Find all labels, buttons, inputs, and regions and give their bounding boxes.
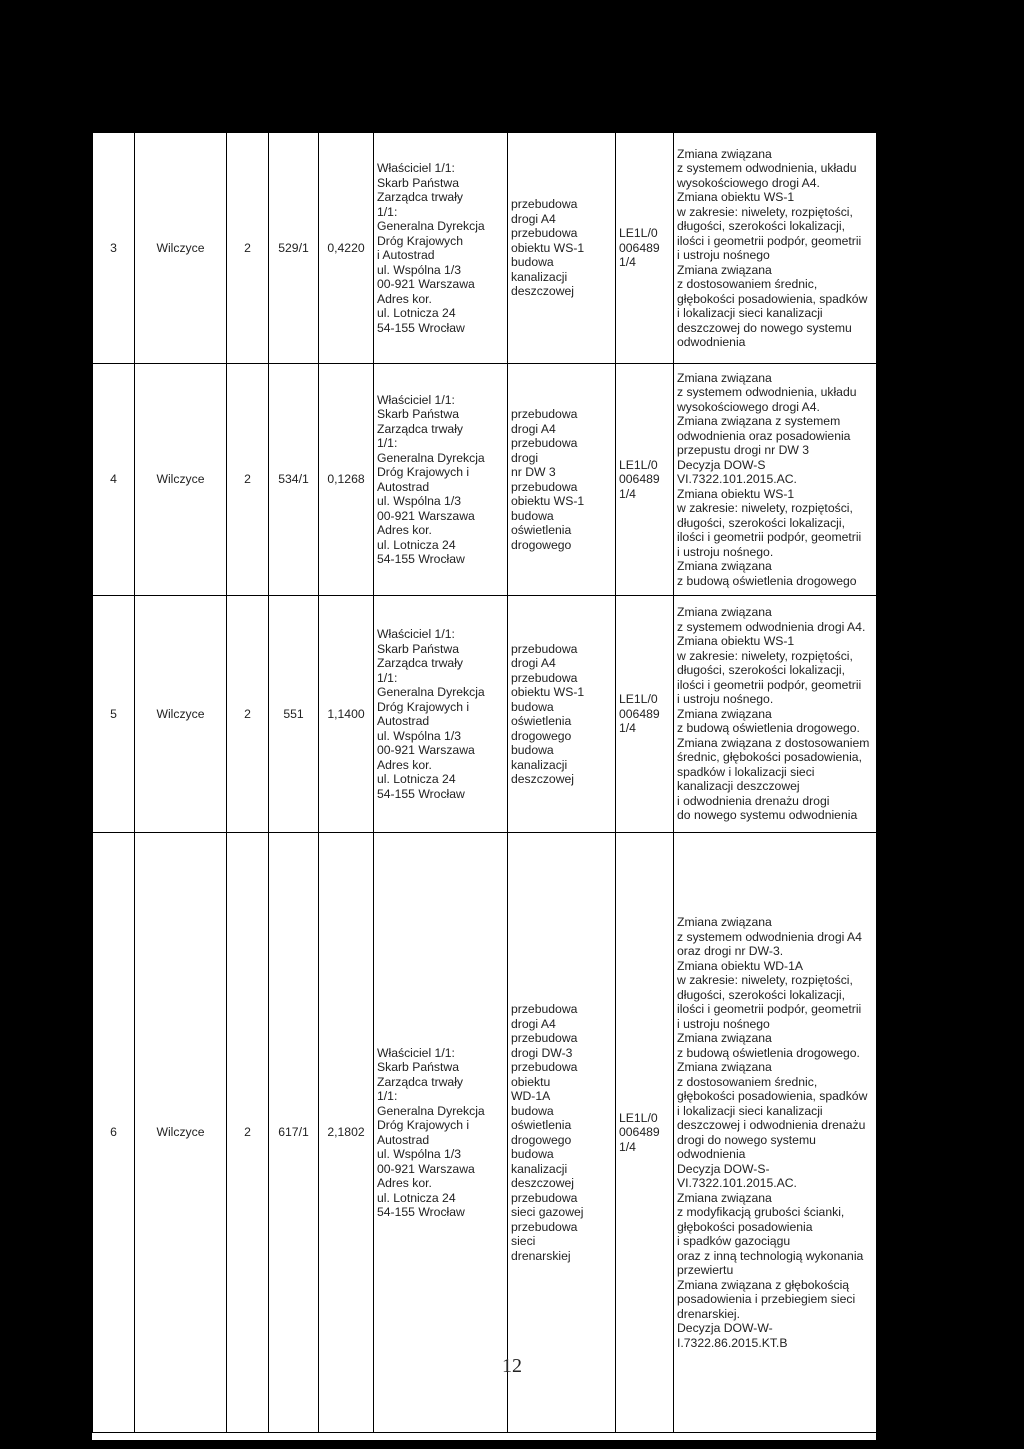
change-line: i lokalizacji sieci kanalizacji (677, 1103, 823, 1118)
change-line: przepustu drogi nr DW 3 (677, 443, 810, 458)
change-line: deszczowej i odwodnienia drenażu (677, 1118, 866, 1132)
change-line: Decyzja DOW-W- (677, 1321, 773, 1335)
change-line: Zmiana związana (677, 915, 772, 929)
change-line: długości, szerokości lokalizacji, (677, 219, 845, 233)
change-line: do nowego systemu odwodnienia (677, 808, 858, 823)
page-number: 12 (502, 1355, 522, 1377)
change-line: Zmiana obiektu WS-1 (677, 634, 795, 649)
change-line: i ustroju nośnego. (677, 692, 774, 707)
change-line: odwodnienia (677, 1147, 746, 1161)
change-line: w zakresie: niwelety, rozpiętości, (677, 648, 853, 663)
change-line: VI.7322.101.2015.AC. (677, 472, 797, 487)
change-line: kanalizacji deszczowej (677, 779, 800, 794)
plot-area: 2,1802 (319, 833, 374, 1433)
table-row (93, 596, 877, 833)
works-scope: przebudowa drogi A4 przebudowa obiektu WS-1 budowa kanalizacji deszczowej (508, 133, 616, 364)
change-line: Zmiana związana (677, 146, 772, 161)
change-description (674, 364, 877, 596)
change-line: VI.7322.101.2015.AC. (677, 1176, 797, 1190)
change-line: Zmiana związana z głębokością (677, 1277, 850, 1292)
change-line: Zmiana związana z dostosowaniem (677, 735, 870, 750)
change-line: z budową oświetlenia drogowego. (677, 721, 860, 736)
change-line: spadków i lokalizacji sieci (677, 764, 815, 779)
change-line: z budową oświetlenia drogowego. (677, 1045, 860, 1060)
change-line: drenarskiej. (677, 1306, 740, 1321)
parcel-table (92, 132, 877, 1433)
change-line: Zmiana związana (677, 262, 772, 277)
plot-area: 0,1268 (319, 364, 374, 596)
change-line: Zmiana związana (677, 706, 772, 721)
change-line: głębokości posadowienia, spadków (677, 291, 868, 306)
change-line: Zmiana związana (677, 1190, 772, 1205)
locality: Wilczyce (135, 133, 227, 364)
change-line: drogi do nowego systemu (677, 1132, 816, 1147)
change-line: Zmiana związana (677, 605, 772, 620)
change-line: Zmiana związana (677, 559, 772, 574)
change-line: głębokości posadowienia (677, 1219, 813, 1234)
change-line: deszczowej do nowego systemu (677, 320, 852, 335)
change-line: Zmiana obiektu WD-1A (677, 958, 803, 973)
row-number: 3 (93, 133, 135, 364)
change-description (674, 833, 877, 1433)
map-sheet-number: 2 (227, 133, 269, 364)
change-line: długości, szerokości lokalizacji, (677, 987, 845, 1002)
change-line: odwodnienia oraz posadowienia (677, 428, 851, 443)
locality: Wilczyce (135, 833, 227, 1433)
change-line: z systemem odwodnienia drogi A4. (677, 619, 866, 634)
change-line: Decyzja DOW-S (677, 457, 766, 472)
change-line: Zmiana związana z systemem (677, 414, 841, 429)
change-line: z systemem odwodnienia drogi A4 (677, 929, 862, 944)
works-scope: przebudowa drogi A4 przebudowa obiektu WS-1 budowa oświetlenia drogowego budowa kanalizacji deszczowej (508, 596, 616, 833)
change-line: Zmiana związana (677, 1031, 772, 1045)
change-line: z systemem odwodnienia, układu (677, 161, 857, 175)
plot-area: 1,1400 (319, 596, 374, 833)
change-line: i ustroju nośnego. (677, 544, 774, 559)
works-scope: przebudowa drogi A4 przebudowa drogi DW-3 przebudowa obiektu WD-1A budowa oświetlenia drogowego budowa kanalizacji deszczowej przebudowa sieci gazowej przebudowa sieci drenarskiej (508, 833, 616, 1433)
change-line: w zakresie: niwelety, rozpiętości, (677, 204, 853, 219)
change-line: Decyzja DOW-S- (677, 1161, 770, 1176)
change-line: odwodnienia (677, 335, 746, 349)
change-line: Zmiana związana (677, 1060, 772, 1074)
change-line: i lokalizacji sieci kanalizacji (677, 306, 823, 320)
owner-info: Właściciel 1/1: Skarb Państwa Zarządca trwały 1/1: Generalna Dyrekcja Dróg Krajowych i Autostrad ul. Wspólna 1/3 00-921 Warszawa Adres kor. ul. Lotnicza 24 54-155 Wrocław (374, 364, 508, 596)
plot-number: 551 (269, 596, 319, 833)
change-line: przewiertu (677, 1263, 734, 1277)
change-line: długości, szerokości lokalizacji, (677, 515, 845, 530)
map-reference: LE1L/0 006489 1/4 (616, 133, 674, 364)
map-sheet-number: 2 (227, 833, 269, 1433)
change-line: z modyfikacją grubości ścianki, (677, 1205, 845, 1219)
map-sheet-number: 2 (227, 596, 269, 833)
locality: Wilczyce (135, 596, 227, 833)
change-line: głębokości posadowienia, spadków (677, 1089, 868, 1103)
map-sheet-number: 2 (227, 364, 269, 596)
change-line: posadowienia i przebiegiem sieci (677, 1292, 856, 1306)
table-row (93, 364, 877, 596)
plot-number: 534/1 (269, 364, 319, 596)
plot-area: 0,4220 (319, 133, 374, 364)
change-line: Zmiana obiektu WS-1 (677, 486, 795, 501)
row-number: 5 (93, 596, 135, 833)
map-reference: LE1L/0 006489 1/4 (616, 364, 674, 596)
plot-number: 617/1 (269, 833, 319, 1433)
change-line: ilości i geometrii podpór, geometrii (677, 233, 862, 248)
change-line: Zmiana obiektu WS-1 (677, 190, 795, 204)
change-line: i ustroju nośnego (677, 1016, 770, 1031)
change-line: oraz drogi nr DW-3. (677, 944, 784, 958)
change-line: średnic, głębokości posadowienia, (677, 750, 862, 765)
change-description (674, 596, 877, 833)
locality: Wilczyce (135, 364, 227, 596)
table-row (93, 133, 877, 364)
change-description (674, 133, 877, 364)
row-number: 6 (93, 833, 135, 1433)
change-line: oraz z inną technologią wykonania (677, 1248, 864, 1263)
change-line: i odwodnienia drenażu drogi (677, 793, 830, 808)
owner-info: Właściciel 1/1: Skarb Państwa Zarządca trwały 1/1: Generalna Dyrekcja Dróg Krajowych i Autostrad ul. Wspólna 1/3 00-921 Warszawa Adres kor. ul. Lotnicza 24 54-155 Wrocław (374, 833, 508, 1433)
change-line: i spadków gazociągu (677, 1234, 791, 1248)
change-line: w zakresie: niwelety, rozpiętości, (677, 501, 853, 516)
change-line: ilości i geometrii podpór, geometrii (677, 677, 862, 692)
change-line: z systemem odwodnienia, układu (677, 385, 857, 400)
change-line: I.7322.86.2015.KT.B (677, 1335, 788, 1350)
change-line: długości, szerokości lokalizacji, (677, 663, 845, 678)
owner-info: Właściciel 1/1: Skarb Państwa Zarządca trwały 1/1: Generalna Dyrekcja Dróg Krajowych i Autostrad ul. Wspólna 1/3 00-921 Warszawa Adres kor. ul. Lotnicza 24 54-155 Wrocław (374, 596, 508, 833)
change-line: z budową oświetlenia drogowego (677, 573, 857, 588)
table-row (93, 833, 877, 1433)
change-line: wysokościowego drogi A4. (677, 399, 820, 414)
change-line: ilości i geometrii podpór, geometrii (677, 530, 862, 545)
map-reference: LE1L/0 006489 1/4 (616, 596, 674, 833)
change-line: i ustroju nośnego (677, 248, 770, 262)
change-line: wysokościowego drogi A4. (677, 175, 820, 190)
change-line: w zakresie: niwelety, rozpiętości, (677, 973, 853, 987)
change-line: ilości i geometrii podpór, geometrii (677, 1002, 862, 1016)
map-reference: LE1L/0 006489 1/4 (616, 833, 674, 1433)
change-line: z dostosowaniem średnic, (677, 1074, 818, 1089)
change-line: z dostosowaniem średnic, (677, 277, 818, 291)
row-number: 4 (93, 364, 135, 596)
change-line: Zmiana związana (677, 370, 772, 385)
works-scope: przebudowa drogi A4 przebudowa drogi nr DW 3 przebudowa obiektu WS-1 budowa oświetlenia drogowego (508, 364, 616, 596)
owner-info: Właściciel 1/1: Skarb Państwa Zarządca trwały 1/1: Generalna Dyrekcja Dróg Krajowych i Autostrad ul. Wspólna 1/3 00-921 Warszawa Adres kor. ul. Lotnicza 24 54-155 Wrocław (374, 133, 508, 364)
plot-number: 529/1 (269, 133, 319, 364)
